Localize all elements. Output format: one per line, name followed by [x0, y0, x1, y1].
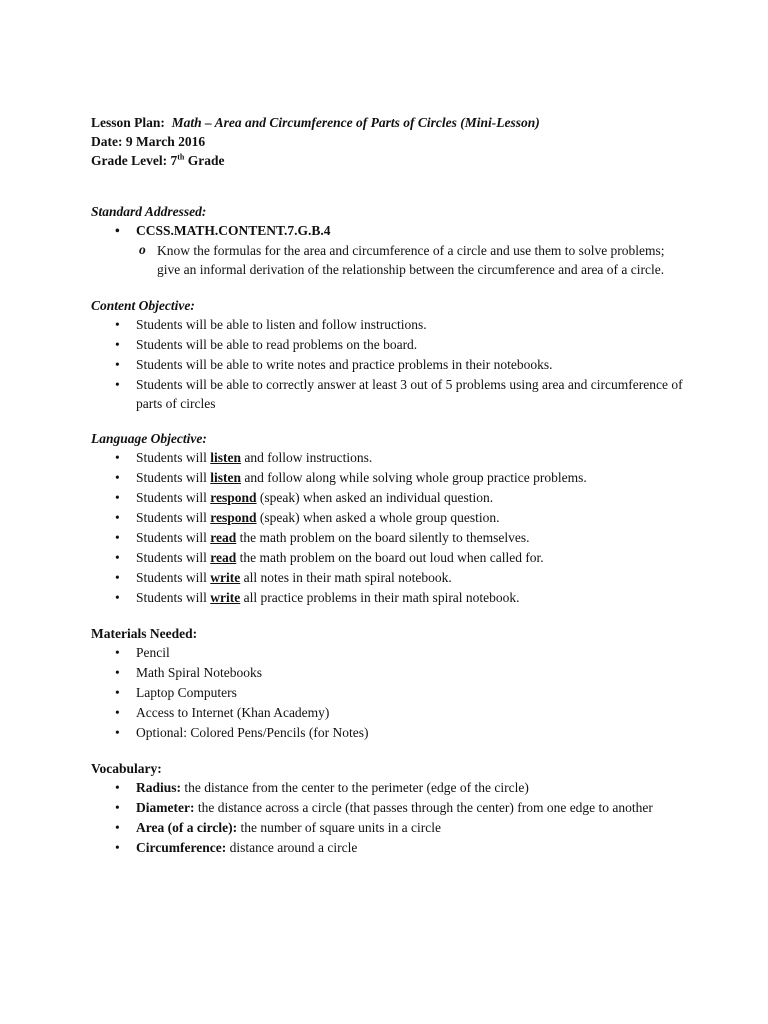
vocab-definition: the number of square units in a circle	[237, 820, 442, 835]
vocabulary-title: Vocabulary:	[91, 761, 162, 776]
standard-list	[91, 221, 691, 240]
standard-title: Standard Addressed:	[91, 204, 207, 219]
list-item	[91, 778, 691, 797]
list-item: • Students will respond (speak) when asked a whole group question.	[91, 508, 691, 527]
list-item: • Students will read the math problem on the board silently to themselves.	[91, 528, 691, 547]
list-item: • Students will write all notes in their math spiral notebook.	[91, 568, 691, 587]
language-objective-list	[91, 448, 691, 607]
vocab-term: Diameter:	[136, 800, 195, 815]
list-item: • Laptop Computers	[91, 683, 691, 702]
lesson-plan-content	[91, 113, 691, 858]
list-item: • Pencil	[91, 643, 691, 662]
list-item	[91, 798, 691, 817]
vocab-definition: the distance from the center to the perimeter (edge of the circle)	[181, 780, 529, 795]
list-item: • Access to Internet (Khan Academy)	[91, 703, 691, 722]
vocab-definition: the distance across a circle (that passes through the center) from one edge to another	[194, 800, 653, 815]
list-item: • Students will read the math problem on the board out loud when called for.	[91, 548, 691, 567]
keyword: write	[210, 570, 241, 585]
keyword: listen	[210, 470, 242, 485]
vocabulary-list	[91, 778, 691, 857]
vocab-term: Area (of a circle):	[136, 820, 238, 835]
grade-level-suffix: Grade	[184, 153, 225, 168]
list-item: • Students will write all practice problems in their math spiral notebook.	[91, 588, 691, 607]
standard-code: • CCSS.MATH.CONTENT.7.G.B.4	[91, 221, 691, 240]
keyword: listen	[210, 450, 242, 465]
list-item: • Students will be able to read problems on the board.	[91, 335, 691, 354]
list-item: • Students will listen and follow instructions.	[91, 448, 691, 467]
list-item: • Students will be able to write notes and practice problems in their notebooks.	[91, 355, 691, 374]
language-objective-title: Language Objective:	[91, 431, 207, 446]
keyword: write	[210, 590, 241, 605]
list-item: • Math Spiral Notebooks	[91, 663, 691, 682]
keyword: read	[210, 550, 237, 565]
content-objective-title: Content Objective:	[91, 298, 195, 313]
materials-list	[91, 643, 691, 742]
lesson-plan-line	[91, 113, 691, 132]
list-item: • Students will be able to listen and follow instructions.	[91, 315, 691, 334]
list-item	[91, 818, 691, 837]
grade-level-superscript: th	[177, 152, 185, 162]
content-objective-list	[91, 315, 691, 413]
list-item: • Students will be able to correctly answer at least 3 out of 5 problems using area and circumference of parts of circles	[91, 375, 691, 413]
materials-title: Materials Needed:	[91, 626, 198, 641]
keyword: respond	[210, 510, 257, 525]
vocab-term: Radius:	[136, 780, 182, 795]
grade-level-label: Grade Level: 7	[91, 153, 178, 168]
list-item: • Students will respond (speak) when asked an individual question.	[91, 488, 691, 507]
standard-sublist	[91, 241, 691, 279]
keyword: read	[210, 530, 237, 545]
list-item	[91, 838, 691, 857]
grade-level-line	[91, 151, 691, 170]
date-line: Date: 9 March 2016	[91, 134, 206, 149]
keyword: respond	[210, 490, 257, 505]
vocab-definition: distance around a circle	[226, 840, 358, 855]
list-item: • Optional: Colored Pens/Pencils (for Notes)	[91, 723, 691, 742]
vocab-term: Circumference:	[136, 840, 227, 855]
lesson-plan-label: Lesson Plan:	[91, 115, 165, 130]
lesson-plan-title: Math – Area and Circumference of Parts of Circles (Mini-Lesson)	[171, 115, 540, 130]
list-item: • Students will listen and follow along while solving whole group practice problems.	[91, 468, 691, 487]
standard-description: o Know the formulas for the area and circumference of a circle and use them to solve problems; give an informal derivation of the relationship between the circumference and area of a circle.	[91, 241, 691, 279]
